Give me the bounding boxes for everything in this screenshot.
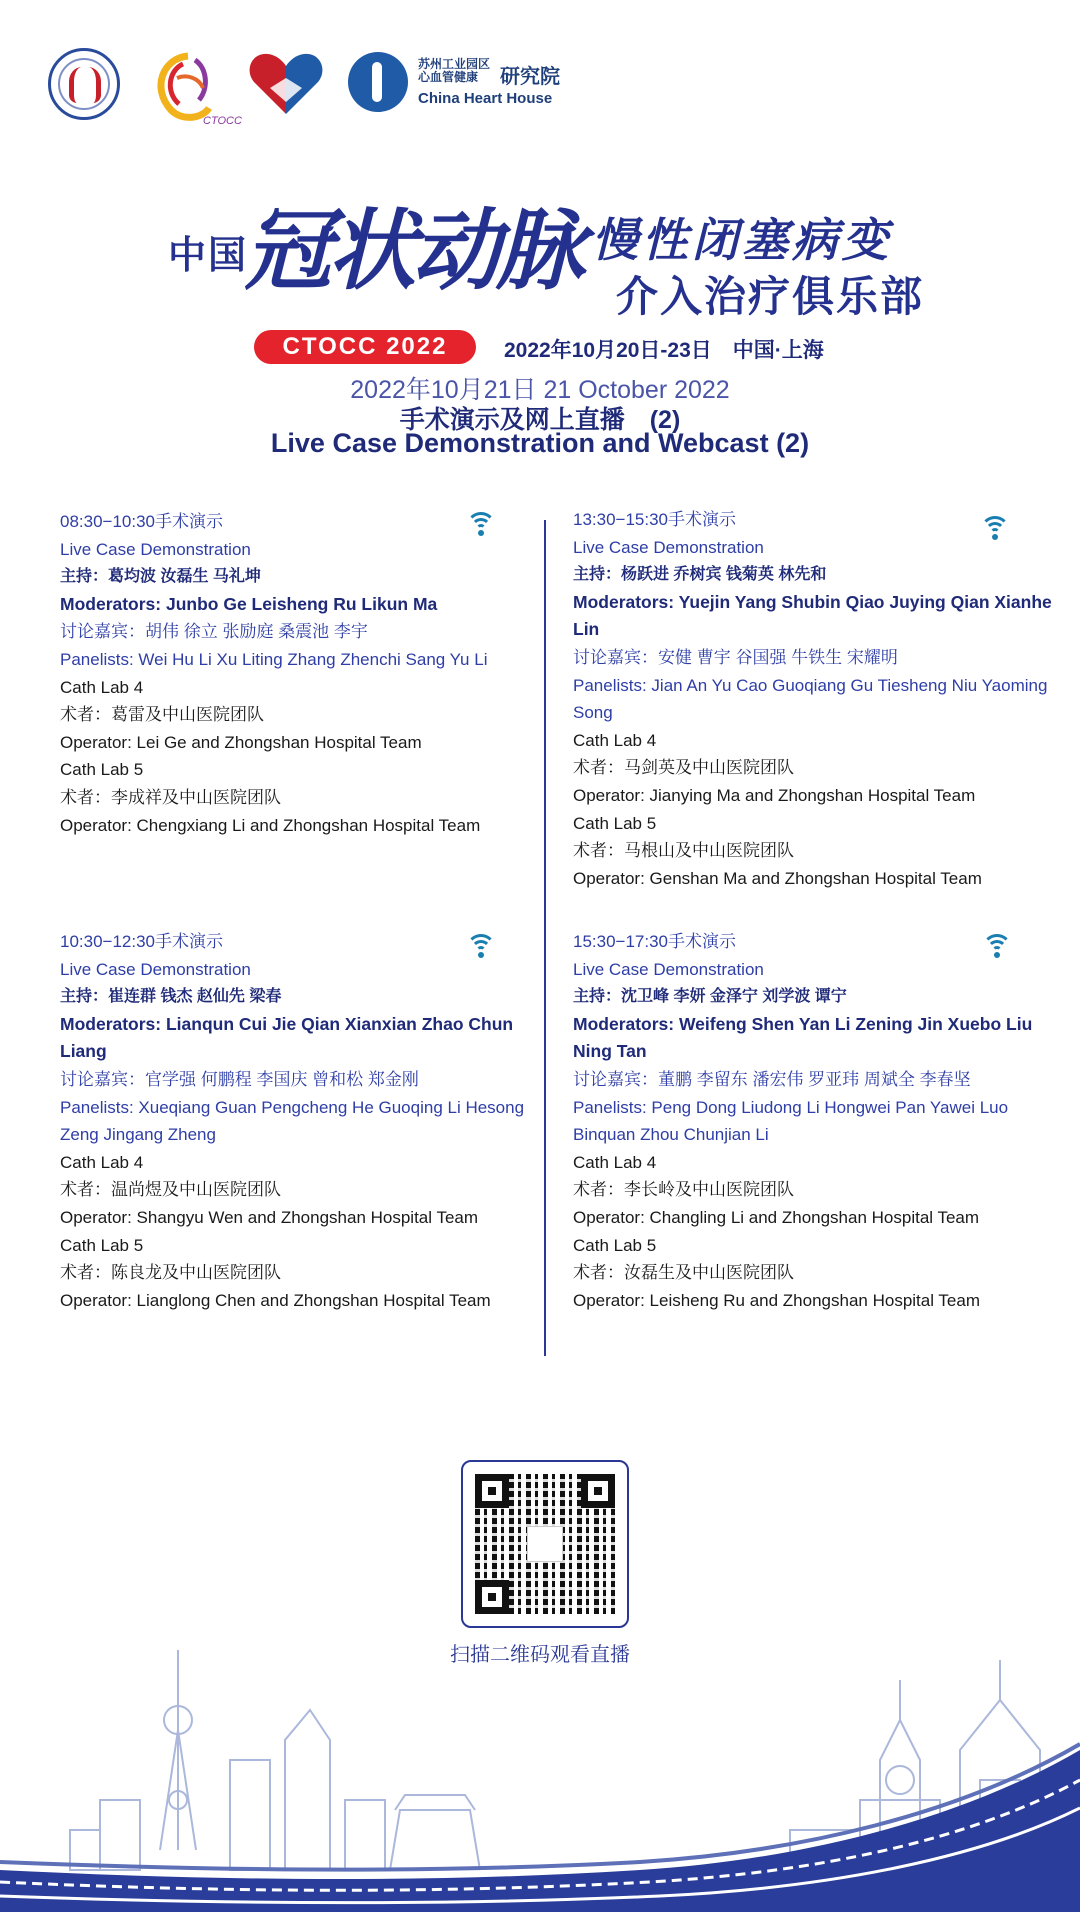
cath-lab-label: Cath Lab 4 bbox=[573, 1152, 657, 1172]
live-broadcast-icon bbox=[466, 934, 496, 958]
session-time: 08:30−10:30手术演示 bbox=[60, 512, 224, 531]
panelists-en: Panelists: Wei Hu Li Xu Liting Zhang Zhenchi Sang Yu Li bbox=[60, 649, 488, 669]
moderators-en: Moderators: Lianqun Cui Jie Qian Xianxian Zhao Chun Liang bbox=[60, 1013, 514, 1062]
title-zhongguo: 中国 bbox=[168, 235, 249, 277]
moderators-cn: 主持：崔连群 钱杰 赵仙先 梁春 bbox=[60, 988, 282, 1006]
program-title-en: Live Case Demonstration and Webcast (2) bbox=[270, 428, 810, 458]
operator-en: Operator: Lianglong Chen and Zhongshan Hospital Team bbox=[60, 1290, 491, 1310]
panelists-cn: 讨论嘉宾：胡伟 徐立 张励庭 桑震池 李宇 bbox=[60, 622, 368, 642]
moderators-en: Moderators: Weifeng Shen Yan Li Zening Jin Xuebo Liu Ning Tan bbox=[573, 1013, 1033, 1062]
china-heart-house-logo bbox=[348, 48, 588, 120]
operator-en: Operator: Shangyu Wen and Zhongshan Hospital Team bbox=[60, 1207, 479, 1227]
cath-lab-label: Cath Lab 5 bbox=[573, 813, 657, 833]
operator-cn: 术者：温尚煜及中山医院团队 bbox=[60, 1180, 281, 1200]
title-big: 冠状动脉 bbox=[244, 198, 581, 302]
main-title bbox=[160, 200, 940, 320]
operator-cn: 术者：陈良龙及中山医院团队 bbox=[60, 1263, 281, 1283]
institute-seal-logo bbox=[48, 48, 120, 120]
panelists-en: Panelists: Jian An Yu Cao Guoqiang Gu Tiesheng Niu Yaoming Song bbox=[573, 675, 1048, 723]
title-right-line2: 介入治疗俱乐部 bbox=[616, 273, 925, 320]
title-right-line1: 慢性闭塞病变 bbox=[592, 213, 892, 267]
caduceus-icon bbox=[348, 52, 408, 112]
session-time: 15:30−17:30手术演示 bbox=[573, 932, 737, 951]
panelists-cn: 讨论嘉宾：官学强 何鹏程 李国庆 曾和松 郑金刚 bbox=[60, 1069, 419, 1089]
session-card bbox=[60, 508, 530, 839]
house-name-en: China Heart House bbox=[418, 90, 553, 107]
event-dates: 2022年10月20日-23日 中国·上海 bbox=[504, 339, 824, 362]
event-row bbox=[254, 330, 874, 368]
cath-lab-label: Cath Lab 5 bbox=[573, 1235, 657, 1255]
cath-lab-label: Cath Lab 4 bbox=[60, 677, 144, 697]
session-time: 13:30−15:30手术演示 bbox=[573, 510, 737, 529]
cath-lab-label: Cath Lab 5 bbox=[60, 1235, 144, 1255]
operator-en: Operator: Jianying Ma and Zhongshan Hospital Team bbox=[573, 785, 976, 805]
house-name-cn-small: 苏州工业园区心血管健康 bbox=[418, 57, 491, 84]
svg-text:CTOCC: CTOCC bbox=[203, 115, 242, 127]
moderators-cn: 主持：沈卫峰 李妍 金泽宁 刘学波 谭宁 bbox=[573, 988, 847, 1006]
session-card bbox=[573, 928, 1068, 1314]
panelists-cn: 讨论嘉宾：董鹏 李留东 潘宏伟 罗亚玮 周斌全 李春坚 bbox=[573, 1069, 971, 1089]
panelists-en: Panelists: Xueqiang Guan Pengcheng He Guoqing Li Hesong Zeng Jingang Zheng bbox=[60, 1097, 525, 1145]
session-time: 10:30−12:30手术演示 bbox=[60, 932, 224, 951]
session-card bbox=[60, 928, 530, 1314]
operator-cn: 术者：葛雷及中山医院团队 bbox=[60, 705, 264, 725]
moderators-cn: 主持：杨跃进 乔树宾 钱菊英 林先和 bbox=[573, 566, 827, 584]
live-broadcast-icon bbox=[466, 512, 496, 536]
operator-cn: 术者：马根山及中山医院团队 bbox=[573, 841, 794, 861]
operator-en: Operator: Changling Li and Zhongshan Hospital Team bbox=[573, 1207, 980, 1227]
operator-cn: 术者：马剑英及中山医院团队 bbox=[573, 758, 794, 778]
qr-caption: 扫描二维码观看直播 bbox=[450, 1644, 630, 1666]
cath-lab-label: Cath Lab 4 bbox=[573, 730, 657, 750]
operator-en: Operator: Leisheng Ru and Zhongshan Hospital Team bbox=[573, 1290, 980, 1310]
operator-cn: 术者：李成祥及中山医院团队 bbox=[60, 787, 281, 807]
operator-en: Operator: Genshan Ma and Zhongshan Hospital Team bbox=[573, 868, 982, 888]
live-broadcast-icon bbox=[982, 934, 1012, 958]
operator-cn: 术者：李长岭及中山医院团队 bbox=[573, 1180, 794, 1200]
heart-hands-logo bbox=[246, 48, 326, 120]
qr-code-frame[interactable] bbox=[461, 1460, 629, 1628]
operator-cn: 术者：汝磊生及中山医院团队 bbox=[573, 1263, 794, 1283]
operator-en: Operator: Lei Ge and Zhongshan Hospital Team bbox=[60, 732, 422, 752]
column-divider bbox=[544, 520, 546, 1356]
house-name-cn-big: 研究院 bbox=[500, 66, 560, 88]
cath-lab-label: Cath Lab 5 bbox=[60, 760, 144, 780]
cath-lab-label: Cath Lab 4 bbox=[60, 1152, 144, 1172]
qr-code-icon[interactable] bbox=[475, 1474, 615, 1614]
panelists-en: Panelists: Peng Dong Liudong Li Hongwei Pan Yawei Luo Binquan Zhou Chunjian Li bbox=[573, 1097, 1009, 1145]
sponsor-logos bbox=[48, 48, 608, 128]
ctocc-logo bbox=[143, 48, 243, 128]
program-date: 2022年10月21日 21 October 2022 bbox=[350, 376, 730, 404]
session-card bbox=[573, 506, 1068, 892]
program-title-cn: 手术演示及网上直播 (2) bbox=[399, 406, 681, 434]
live-broadcast-icon bbox=[980, 516, 1010, 540]
moderators-cn: 主持：葛均波 汝磊生 马礼坤 bbox=[60, 568, 261, 586]
operator-en: Operator: Chengxiang Li and Zhongshan Hospital Team bbox=[60, 815, 481, 835]
session-type: Live Case Demonstration bbox=[60, 539, 251, 559]
panelists-cn: 讨论嘉宾：安健 曹宇 谷国强 牛铁生 宋耀明 bbox=[573, 647, 898, 667]
moderators-en: Moderators: Yuejin Yang Shubin Qiao Juying Qian Xianhe Lin bbox=[573, 591, 1052, 640]
session-type: Live Case Demonstration bbox=[60, 959, 251, 979]
session-type: Live Case Demonstration bbox=[573, 537, 764, 557]
session-type: Live Case Demonstration bbox=[573, 959, 764, 979]
moderators-en: Moderators: Junbo Ge Leisheng Ru Likun Ma bbox=[60, 593, 438, 614]
event-badge: CTOCC 2022 bbox=[254, 330, 476, 364]
